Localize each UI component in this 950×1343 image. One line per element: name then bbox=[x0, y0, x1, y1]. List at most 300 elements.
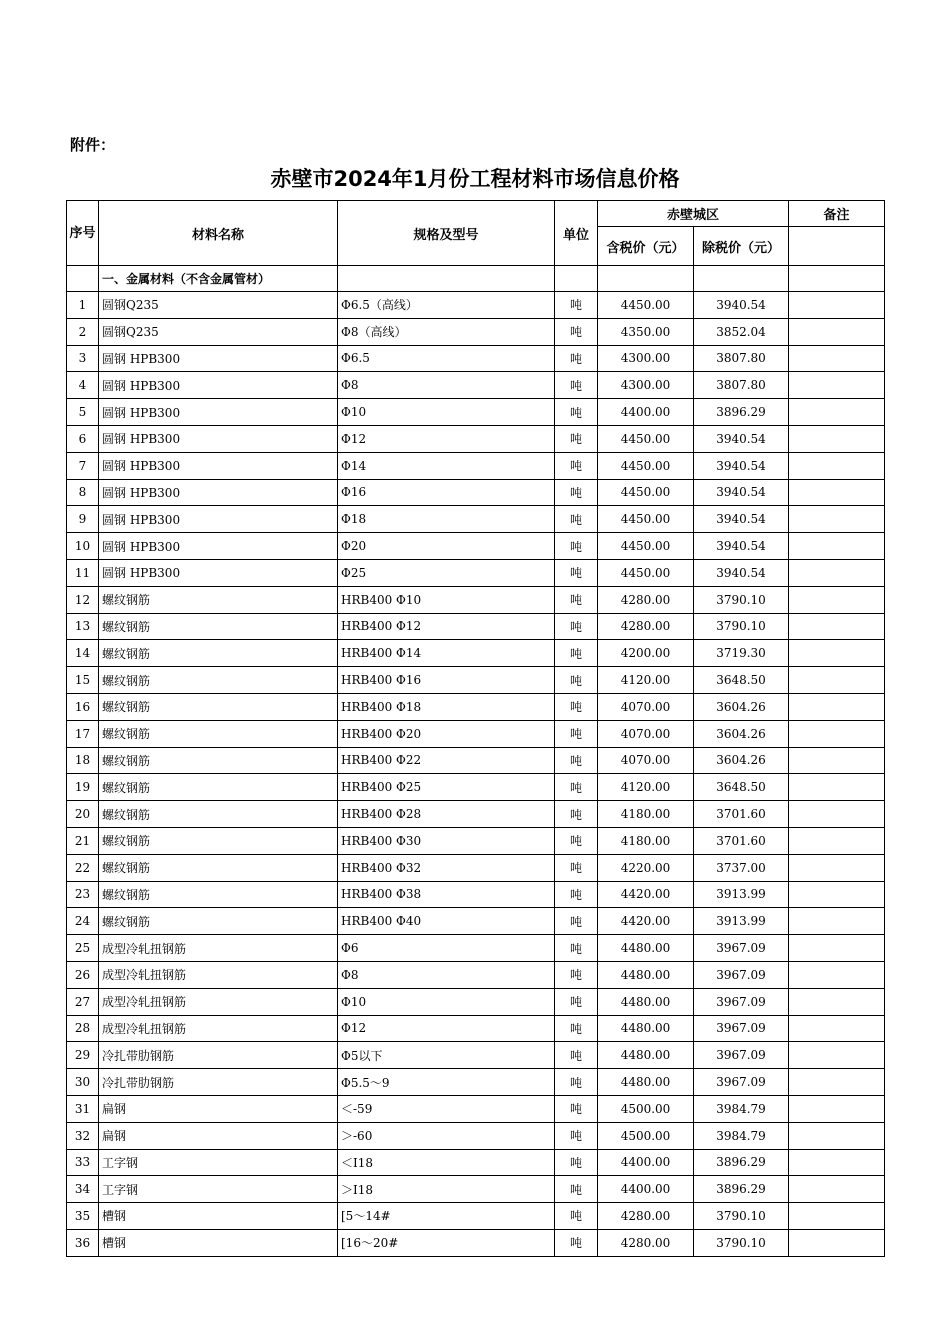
cell-tax-excl: 3790.10 bbox=[694, 586, 789, 613]
cell-name: 螺纹钢筋 bbox=[99, 908, 338, 935]
cell-remark bbox=[789, 693, 885, 720]
cell-unit: 吨 bbox=[555, 1069, 598, 1096]
cell-tax-excl: 3737.00 bbox=[694, 854, 789, 881]
cell-tax-excl: 3940.54 bbox=[694, 452, 789, 479]
table-row bbox=[67, 908, 885, 935]
cell-remark bbox=[789, 318, 885, 345]
cell-spec: HRB400 Φ40 bbox=[338, 908, 555, 935]
cell-unit: 吨 bbox=[555, 292, 598, 319]
cell-remark bbox=[789, 667, 885, 694]
table-row bbox=[67, 881, 885, 908]
section-blank bbox=[789, 266, 885, 292]
cell-unit: 吨 bbox=[555, 881, 598, 908]
cell-unit: 吨 bbox=[555, 1042, 598, 1069]
cell-name: 冷扎带肋钢筋 bbox=[99, 1069, 338, 1096]
cell-no: 24 bbox=[67, 908, 99, 935]
cell-unit: 吨 bbox=[555, 801, 598, 828]
section-blank bbox=[694, 266, 789, 292]
cell-name: 扁钢 bbox=[99, 1095, 338, 1122]
cell-spec: HRB400 Φ12 bbox=[338, 613, 555, 640]
page-title: 赤壁市2024年1月份工程材料市场信息价格 bbox=[270, 167, 680, 191]
cell-remark bbox=[789, 801, 885, 828]
section-row bbox=[67, 266, 885, 292]
section-blank bbox=[598, 266, 694, 292]
cell-name: 成型冷轧扭钢筋 bbox=[99, 961, 338, 988]
cell-no: 5 bbox=[67, 399, 99, 426]
cell-name: 圆钢 HPB300 bbox=[99, 533, 338, 560]
cell-spec: Φ20 bbox=[338, 533, 555, 560]
cell-spec: Φ8 bbox=[338, 372, 555, 399]
cell-no: 34 bbox=[67, 1176, 99, 1203]
cell-tax-excl: 3896.29 bbox=[694, 1176, 789, 1203]
cell-unit: 吨 bbox=[555, 961, 598, 988]
table-row bbox=[67, 559, 885, 586]
cell-tax-excl: 3913.99 bbox=[694, 908, 789, 935]
cell-name: 圆钢 HPB300 bbox=[99, 372, 338, 399]
cell-spec: Φ5以下 bbox=[338, 1042, 555, 1069]
cell-remark bbox=[789, 425, 885, 452]
cell-unit: 吨 bbox=[555, 586, 598, 613]
cell-name: 螺纹钢筋 bbox=[99, 720, 338, 747]
cell-remark bbox=[789, 1015, 885, 1042]
table-row bbox=[67, 801, 885, 828]
cell-tax-excl: 3807.80 bbox=[694, 372, 789, 399]
cell-spec: Φ25 bbox=[338, 559, 555, 586]
table-row bbox=[67, 1069, 885, 1096]
cell-spec: HRB400 Φ10 bbox=[338, 586, 555, 613]
cell-name: 槽钢 bbox=[99, 1229, 338, 1256]
cell-tax-excl: 3940.54 bbox=[694, 506, 789, 533]
cell-tax-incl: 4500.00 bbox=[598, 1122, 694, 1149]
cell-remark bbox=[789, 908, 885, 935]
cell-unit: 吨 bbox=[555, 1176, 598, 1203]
cell-no: 20 bbox=[67, 801, 99, 828]
cell-tax-incl: 4400.00 bbox=[598, 399, 694, 426]
cell-no: 12 bbox=[67, 586, 99, 613]
table-row bbox=[67, 506, 885, 533]
cell-tax-excl: 3790.10 bbox=[694, 1229, 789, 1256]
table-row bbox=[67, 586, 885, 613]
cell-tax-excl: 3967.09 bbox=[694, 988, 789, 1015]
cell-tax-incl: 4120.00 bbox=[598, 774, 694, 801]
table-row bbox=[67, 1149, 885, 1176]
cell-tax-excl: 3790.10 bbox=[694, 1203, 789, 1230]
cell-tax-incl: 4300.00 bbox=[598, 345, 694, 372]
cell-no: 22 bbox=[67, 854, 99, 881]
cell-no: 33 bbox=[67, 1149, 99, 1176]
cell-unit: 吨 bbox=[555, 827, 598, 854]
cell-tax-excl: 3807.80 bbox=[694, 345, 789, 372]
cell-spec: [5～14# bbox=[338, 1203, 555, 1230]
cell-name: 螺纹钢筋 bbox=[99, 586, 338, 613]
cell-no: 13 bbox=[67, 613, 99, 640]
table-row bbox=[67, 1122, 885, 1149]
table-row bbox=[67, 720, 885, 747]
table-row bbox=[67, 854, 885, 881]
cell-tax-excl: 3967.09 bbox=[694, 935, 789, 962]
col-header-region: 赤壁城区 bbox=[598, 201, 789, 227]
cell-tax-incl: 4280.00 bbox=[598, 613, 694, 640]
cell-tax-excl: 3790.10 bbox=[694, 613, 789, 640]
cell-no: 25 bbox=[67, 935, 99, 962]
cell-tax-incl: 4220.00 bbox=[598, 854, 694, 881]
cell-remark bbox=[789, 1229, 885, 1256]
cell-unit: 吨 bbox=[555, 935, 598, 962]
cell-spec: HRB400 Φ32 bbox=[338, 854, 555, 881]
table-row bbox=[67, 988, 885, 1015]
cell-unit: 吨 bbox=[555, 318, 598, 345]
cell-no: 3 bbox=[67, 345, 99, 372]
cell-tax-incl: 4480.00 bbox=[598, 1015, 694, 1042]
cell-tax-excl: 3604.26 bbox=[694, 747, 789, 774]
cell-unit: 吨 bbox=[555, 452, 598, 479]
cell-spec: Φ12 bbox=[338, 425, 555, 452]
cell-tax-incl: 4400.00 bbox=[598, 1149, 694, 1176]
cell-remark bbox=[789, 292, 885, 319]
cell-unit: 吨 bbox=[555, 667, 598, 694]
col-header-remark-blank bbox=[789, 227, 885, 266]
cell-no: 18 bbox=[67, 747, 99, 774]
cell-spec: HRB400 Φ16 bbox=[338, 667, 555, 694]
cell-name: 冷扎带肋钢筋 bbox=[99, 1042, 338, 1069]
cell-tax-incl: 4070.00 bbox=[598, 747, 694, 774]
cell-name: 圆钢 HPB300 bbox=[99, 479, 338, 506]
cell-spec: Φ16 bbox=[338, 479, 555, 506]
cell-name: 螺纹钢筋 bbox=[99, 827, 338, 854]
header-row-1 bbox=[67, 201, 885, 227]
cell-tax-excl: 3967.09 bbox=[694, 961, 789, 988]
cell-unit: 吨 bbox=[555, 640, 598, 667]
cell-tax-incl: 4480.00 bbox=[598, 988, 694, 1015]
cell-remark bbox=[789, 854, 885, 881]
section-title: 一、金属材料（不含金属管材） bbox=[99, 266, 338, 292]
cell-no: 36 bbox=[67, 1229, 99, 1256]
table-row bbox=[67, 1229, 885, 1256]
cell-tax-incl: 4420.00 bbox=[598, 908, 694, 935]
cell-name: 螺纹钢筋 bbox=[99, 613, 338, 640]
cell-unit: 吨 bbox=[555, 425, 598, 452]
table-row bbox=[67, 399, 885, 426]
cell-tax-incl: 4480.00 bbox=[598, 961, 694, 988]
table-row bbox=[67, 961, 885, 988]
cell-no: 14 bbox=[67, 640, 99, 667]
cell-unit: 吨 bbox=[555, 988, 598, 1015]
cell-unit: 吨 bbox=[555, 345, 598, 372]
cell-spec: HRB400 Φ20 bbox=[338, 720, 555, 747]
cell-tax-excl: 3940.54 bbox=[694, 559, 789, 586]
cell-tax-excl: 3913.99 bbox=[694, 881, 789, 908]
cell-spec: HRB400 Φ28 bbox=[338, 801, 555, 828]
cell-unit: 吨 bbox=[555, 479, 598, 506]
cell-tax-incl: 4400.00 bbox=[598, 1176, 694, 1203]
cell-remark bbox=[789, 1069, 885, 1096]
cell-no: 21 bbox=[67, 827, 99, 854]
cell-remark bbox=[789, 827, 885, 854]
cell-no: 28 bbox=[67, 1015, 99, 1042]
cell-spec: HRB400 Φ14 bbox=[338, 640, 555, 667]
cell-remark bbox=[789, 1122, 885, 1149]
table-row bbox=[67, 452, 885, 479]
col-header-tax-excl: 除税价（元） bbox=[694, 227, 789, 266]
cell-spec: Φ5.5～9 bbox=[338, 1069, 555, 1096]
cell-spec: HRB400 Φ22 bbox=[338, 747, 555, 774]
table-row bbox=[67, 479, 885, 506]
table-row bbox=[67, 533, 885, 560]
col-header-spec: 规格及型号 bbox=[338, 201, 555, 266]
cell-no: 30 bbox=[67, 1069, 99, 1096]
cell-tax-excl: 3701.60 bbox=[694, 801, 789, 828]
cell-name: 圆钢 HPB300 bbox=[99, 425, 338, 452]
cell-name: 槽钢 bbox=[99, 1203, 338, 1230]
cell-tax-excl: 3940.54 bbox=[694, 292, 789, 319]
cell-name: 圆钢 HPB300 bbox=[99, 559, 338, 586]
cell-tax-incl: 4180.00 bbox=[598, 801, 694, 828]
cell-remark bbox=[789, 1042, 885, 1069]
cell-unit: 吨 bbox=[555, 559, 598, 586]
cell-remark bbox=[789, 613, 885, 640]
cell-tax-incl: 4120.00 bbox=[598, 667, 694, 694]
table-row bbox=[67, 613, 885, 640]
cell-remark bbox=[789, 533, 885, 560]
col-header-no: 序号 bbox=[67, 201, 99, 266]
cell-remark bbox=[789, 399, 885, 426]
cell-no: 4 bbox=[67, 372, 99, 399]
cell-no: 31 bbox=[67, 1095, 99, 1122]
cell-name: 螺纹钢筋 bbox=[99, 640, 338, 667]
cell-tax-incl: 4450.00 bbox=[598, 452, 694, 479]
cell-tax-excl: 3719.30 bbox=[694, 640, 789, 667]
cell-remark bbox=[789, 961, 885, 988]
cell-tax-excl: 3984.79 bbox=[694, 1122, 789, 1149]
cell-tax-excl: 3896.29 bbox=[694, 1149, 789, 1176]
cell-unit: 吨 bbox=[555, 908, 598, 935]
cell-remark bbox=[789, 640, 885, 667]
cell-name: 成型冷轧扭钢筋 bbox=[99, 1015, 338, 1042]
cell-spec: Φ8（高线） bbox=[338, 318, 555, 345]
cell-no: 29 bbox=[67, 1042, 99, 1069]
cell-name: 螺纹钢筋 bbox=[99, 747, 338, 774]
cell-name: 扁钢 bbox=[99, 1122, 338, 1149]
cell-no: 7 bbox=[67, 452, 99, 479]
cell-unit: 吨 bbox=[555, 774, 598, 801]
section-blank bbox=[555, 266, 598, 292]
cell-remark bbox=[789, 506, 885, 533]
cell-name: 螺纹钢筋 bbox=[99, 881, 338, 908]
cell-spec: ＞Ⅰ18 bbox=[338, 1176, 555, 1203]
cell-unit: 吨 bbox=[555, 613, 598, 640]
cell-unit: 吨 bbox=[555, 533, 598, 560]
cell-no: 8 bbox=[67, 479, 99, 506]
cell-name: 圆钢 HPB300 bbox=[99, 452, 338, 479]
table-row bbox=[67, 827, 885, 854]
cell-spec: [16～20# bbox=[338, 1229, 555, 1256]
cell-spec: ＜Ⅰ18 bbox=[338, 1149, 555, 1176]
cell-remark bbox=[789, 988, 885, 1015]
cell-spec: HRB400 Φ25 bbox=[338, 774, 555, 801]
cell-no: 6 bbox=[67, 425, 99, 452]
col-header-name: 材料名称 bbox=[99, 201, 338, 266]
cell-tax-excl: 3648.50 bbox=[694, 774, 789, 801]
cell-unit: 吨 bbox=[555, 854, 598, 881]
cell-tax-incl: 4450.00 bbox=[598, 506, 694, 533]
cell-remark bbox=[789, 935, 885, 962]
cell-tax-excl: 3967.09 bbox=[694, 1015, 789, 1042]
cell-name: 成型冷轧扭钢筋 bbox=[99, 935, 338, 962]
cell-tax-excl: 3940.54 bbox=[694, 425, 789, 452]
cell-tax-incl: 4070.00 bbox=[598, 720, 694, 747]
col-header-unit: 单位 bbox=[555, 201, 598, 266]
cell-remark bbox=[789, 345, 885, 372]
cell-no: 1 bbox=[67, 292, 99, 319]
cell-remark bbox=[789, 372, 885, 399]
cell-no: 26 bbox=[67, 961, 99, 988]
cell-no: 19 bbox=[67, 774, 99, 801]
cell-spec: HRB400 Φ30 bbox=[338, 827, 555, 854]
cell-name: 圆钢 HPB300 bbox=[99, 399, 338, 426]
cell-spec: ＞-60 bbox=[338, 1122, 555, 1149]
cell-tax-excl: 3604.26 bbox=[694, 720, 789, 747]
table-row bbox=[67, 345, 885, 372]
cell-unit: 吨 bbox=[555, 693, 598, 720]
cell-remark bbox=[789, 1176, 885, 1203]
cell-tax-excl: 3604.26 bbox=[694, 693, 789, 720]
cell-spec: HRB400 Φ38 bbox=[338, 881, 555, 908]
table-row bbox=[67, 667, 885, 694]
cell-spec: HRB400 Φ18 bbox=[338, 693, 555, 720]
cell-name: 螺纹钢筋 bbox=[99, 801, 338, 828]
cell-tax-incl: 4300.00 bbox=[598, 372, 694, 399]
cell-no: 32 bbox=[67, 1122, 99, 1149]
cell-tax-incl: 4420.00 bbox=[598, 881, 694, 908]
cell-no: 27 bbox=[67, 988, 99, 1015]
cell-spec: Φ6.5（高线） bbox=[338, 292, 555, 319]
table-row bbox=[67, 1203, 885, 1230]
cell-no: 9 bbox=[67, 506, 99, 533]
cell-tax-incl: 4280.00 bbox=[598, 1203, 694, 1230]
cell-tax-incl: 4450.00 bbox=[598, 292, 694, 319]
cell-no: 2 bbox=[67, 318, 99, 345]
price-table bbox=[66, 200, 885, 1257]
table-row bbox=[67, 425, 885, 452]
cell-remark bbox=[789, 747, 885, 774]
cell-name: 圆钢Q235 bbox=[99, 318, 338, 345]
cell-remark bbox=[789, 1203, 885, 1230]
cell-tax-excl: 3701.60 bbox=[694, 827, 789, 854]
cell-unit: 吨 bbox=[555, 506, 598, 533]
cell-tax-incl: 4070.00 bbox=[598, 693, 694, 720]
cell-remark bbox=[789, 1149, 885, 1176]
table-row bbox=[67, 774, 885, 801]
cell-tax-incl: 4450.00 bbox=[598, 533, 694, 560]
cell-unit: 吨 bbox=[555, 1203, 598, 1230]
cell-tax-incl: 4450.00 bbox=[598, 479, 694, 506]
cell-no: 10 bbox=[67, 533, 99, 560]
cell-spec: Φ10 bbox=[338, 399, 555, 426]
cell-tax-incl: 4280.00 bbox=[598, 1229, 694, 1256]
cell-unit: 吨 bbox=[555, 720, 598, 747]
cell-spec: Φ18 bbox=[338, 506, 555, 533]
section-no-cell bbox=[67, 266, 99, 292]
cell-no: 15 bbox=[67, 667, 99, 694]
cell-tax-excl: 3940.54 bbox=[694, 479, 789, 506]
cell-name: 圆钢 HPB300 bbox=[99, 506, 338, 533]
attachment-label: 附件： bbox=[70, 136, 116, 154]
cell-name: 螺纹钢筋 bbox=[99, 693, 338, 720]
table-row bbox=[67, 372, 885, 399]
cell-no: 16 bbox=[67, 693, 99, 720]
cell-tax-excl: 3967.09 bbox=[694, 1042, 789, 1069]
col-header-tax-incl: 含税价（元） bbox=[598, 227, 694, 266]
cell-tax-incl: 4500.00 bbox=[598, 1095, 694, 1122]
table-row bbox=[67, 318, 885, 345]
table-row bbox=[67, 1042, 885, 1069]
table-row bbox=[67, 935, 885, 962]
cell-name: 圆钢Q235 bbox=[99, 292, 338, 319]
table-row bbox=[67, 640, 885, 667]
cell-spec: Φ8 bbox=[338, 961, 555, 988]
cell-unit: 吨 bbox=[555, 747, 598, 774]
cell-remark bbox=[789, 586, 885, 613]
table-row bbox=[67, 693, 885, 720]
cell-remark bbox=[789, 452, 885, 479]
cell-spec: Φ6 bbox=[338, 935, 555, 962]
cell-name: 圆钢 HPB300 bbox=[99, 345, 338, 372]
cell-name: 工字钢 bbox=[99, 1149, 338, 1176]
cell-tax-incl: 4280.00 bbox=[598, 586, 694, 613]
cell-unit: 吨 bbox=[555, 1015, 598, 1042]
cell-tax-incl: 4450.00 bbox=[598, 425, 694, 452]
table-row bbox=[67, 1176, 885, 1203]
cell-name: 成型冷轧扭钢筋 bbox=[99, 988, 338, 1015]
cell-no: 11 bbox=[67, 559, 99, 586]
cell-unit: 吨 bbox=[555, 1095, 598, 1122]
table-row bbox=[67, 1095, 885, 1122]
cell-tax-excl: 3940.54 bbox=[694, 533, 789, 560]
cell-spec: Φ14 bbox=[338, 452, 555, 479]
cell-no: 35 bbox=[67, 1203, 99, 1230]
cell-unit: 吨 bbox=[555, 372, 598, 399]
cell-remark bbox=[789, 1095, 885, 1122]
table-row bbox=[67, 747, 885, 774]
table-row bbox=[67, 292, 885, 319]
cell-name: 螺纹钢筋 bbox=[99, 774, 338, 801]
cell-no: 23 bbox=[67, 881, 99, 908]
cell-unit: 吨 bbox=[555, 1229, 598, 1256]
cell-remark bbox=[789, 479, 885, 506]
cell-spec: Φ10 bbox=[338, 988, 555, 1015]
cell-name: 螺纹钢筋 bbox=[99, 667, 338, 694]
cell-tax-excl: 3896.29 bbox=[694, 399, 789, 426]
cell-tax-incl: 4480.00 bbox=[598, 1042, 694, 1069]
cell-tax-incl: 4450.00 bbox=[598, 559, 694, 586]
cell-tax-excl: 3984.79 bbox=[694, 1095, 789, 1122]
cell-remark bbox=[789, 881, 885, 908]
cell-no: 17 bbox=[67, 720, 99, 747]
cell-unit: 吨 bbox=[555, 1122, 598, 1149]
cell-tax-incl: 4480.00 bbox=[598, 1069, 694, 1096]
cell-tax-incl: 4200.00 bbox=[598, 640, 694, 667]
cell-unit: 吨 bbox=[555, 1149, 598, 1176]
cell-spec: Φ12 bbox=[338, 1015, 555, 1042]
cell-tax-incl: 4180.00 bbox=[598, 827, 694, 854]
cell-remark bbox=[789, 720, 885, 747]
cell-unit: 吨 bbox=[555, 399, 598, 426]
cell-tax-excl: 3967.09 bbox=[694, 1069, 789, 1096]
cell-tax-incl: 4350.00 bbox=[598, 318, 694, 345]
col-header-remark: 备注 bbox=[789, 201, 885, 227]
cell-spec: ＜-59 bbox=[338, 1095, 555, 1122]
section-blank bbox=[338, 266, 555, 292]
